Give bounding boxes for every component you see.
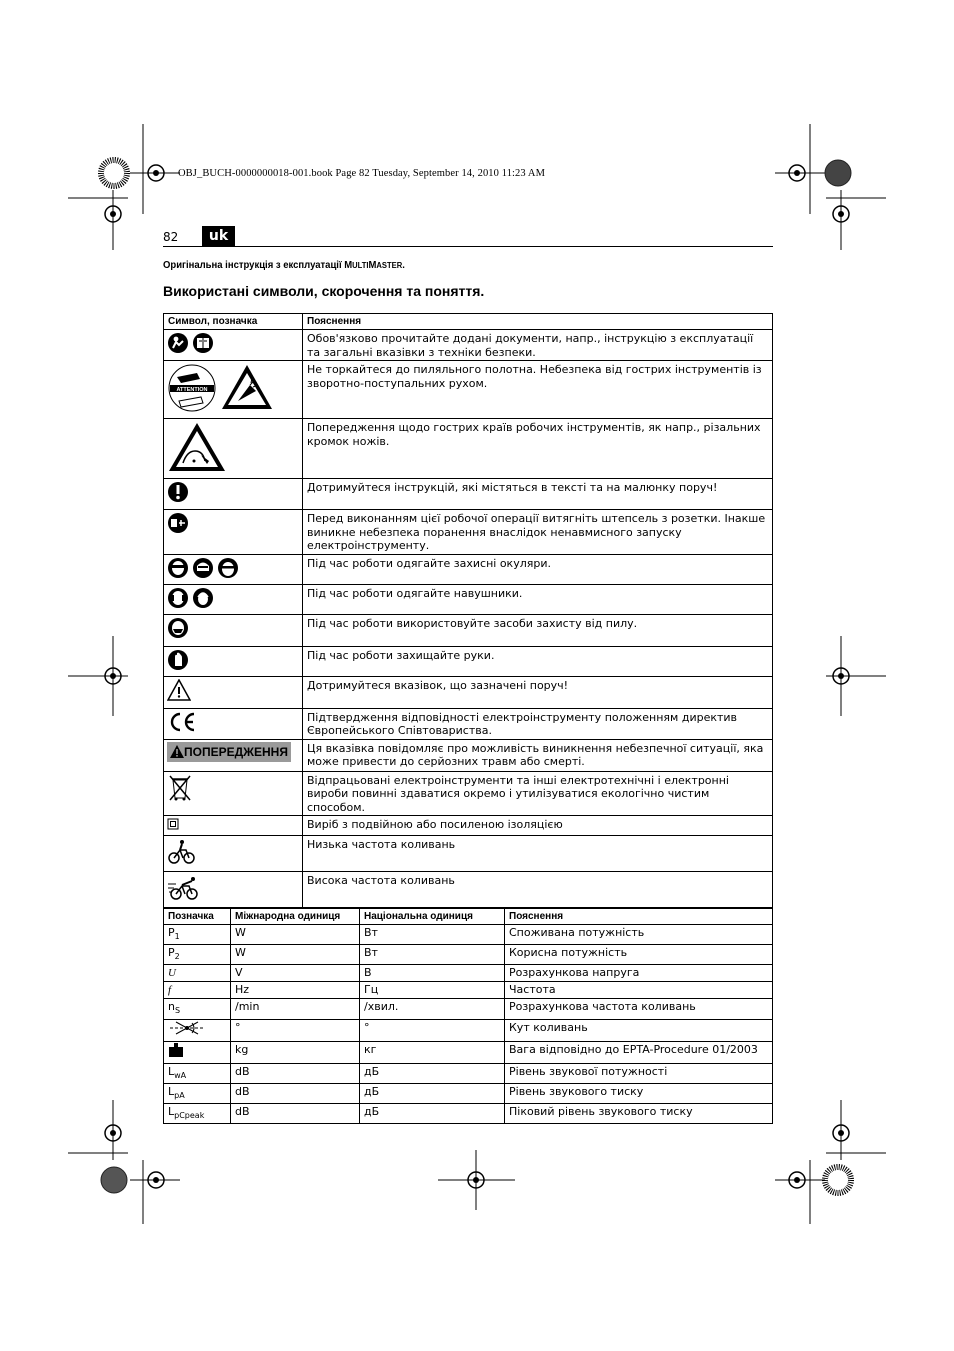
- unit-row: [164, 999, 773, 1019]
- international-unit-cell: kg: [231, 1041, 360, 1063]
- symbol-explanation: Не торкайтеся до пиляльного полотна. Небезпека від гострих інструментів із зворотно-поступальних рухом.: [303, 361, 773, 419]
- symbol-row: [164, 646, 773, 676]
- designation-cell: $L_{wA}$: [164, 1063, 231, 1083]
- symbol-row: [164, 816, 773, 836]
- international-unit-cell: W: [231, 945, 360, 965]
- column-header-designation: Позначка: [164, 909, 231, 925]
- symbol-explanation: Під час роботи використовуйте засоби захисту від пилу.: [303, 614, 773, 646]
- symbol-cell: [164, 676, 303, 708]
- oscillation-angle-icon: [168, 1020, 206, 1040]
- low-speed-bike-icon: [167, 838, 197, 869]
- symbol-explanation: Під час роботи одягайте навушники.: [303, 584, 773, 614]
- document-subtitle: Оригінальна інструкція з експлуатації MULTIMASTER.: [163, 260, 405, 271]
- unit-explanation-cell: Кут коливань: [505, 1019, 773, 1041]
- book-icon: [192, 332, 214, 357]
- warning-badge-icon: [167, 742, 291, 762]
- symbol-cell: [164, 419, 303, 479]
- designation-cell: $L_{pCpeak}$: [164, 1103, 231, 1123]
- symbol-row: [164, 739, 773, 771]
- symbol-row: [164, 510, 773, 555]
- column-header-explanation: Пояснення: [505, 909, 773, 925]
- symbol-row: [164, 771, 773, 816]
- designation-cell: U: [164, 965, 231, 982]
- symbol-cell: [164, 584, 303, 614]
- symbol-explanation: Підтвердження відповідності електроінструменту положенням директив Європейського Співтовариства.: [303, 708, 773, 739]
- symbols-table-header: [164, 314, 773, 330]
- national-unit-cell: кг: [360, 1041, 505, 1063]
- unit-explanation-cell: Споживана потужність: [505, 925, 773, 945]
- unit-explanation-cell: Частота: [505, 982, 773, 999]
- symbol-row: [164, 419, 773, 479]
- high-speed-bike-icon: [167, 874, 201, 905]
- symbol-explanation: Під час роботи захищайте руки.: [303, 646, 773, 676]
- symbol-explanation: Перед виконанням цієї робочої операції витягніть штепсель з розетки. Інакше виникне небезпека поранення внаслідок ненавмисного запуску електроінструменту.: [303, 510, 773, 555]
- symbol-row: [164, 708, 773, 739]
- international-unit-cell: °: [231, 1019, 360, 1041]
- language-tag: uk: [202, 226, 235, 246]
- symbol-explanation: Висока частота коливань: [303, 872, 773, 908]
- symbol-cell: [164, 836, 303, 872]
- symbol-explanation: Відпрацьовані електроінструменти та інші електротехнічні і електронні вироби повинні здаватися окремо і утилізуватися екологічно чистим способом.: [303, 771, 773, 816]
- symbol-explanation: Під час роботи одягайте захисні окуляри.: [303, 554, 773, 584]
- designation-cell: [164, 1019, 231, 1041]
- symbol-cell: [164, 554, 303, 584]
- symbol-cell: [164, 816, 303, 836]
- units-table-header: [164, 909, 773, 925]
- symbols-table: [163, 313, 773, 908]
- double-insulation-icon: [167, 818, 179, 833]
- symbol-row: [164, 584, 773, 614]
- unit-row: [164, 965, 773, 982]
- international-unit-cell: dB: [231, 1063, 360, 1083]
- international-unit-cell: dB: [231, 1083, 360, 1103]
- warning-badge-label: ПОПЕРЕДЖЕННЯ: [184, 744, 288, 759]
- designation-cell: f: [164, 982, 231, 999]
- national-unit-cell: дБ: [360, 1083, 505, 1103]
- symbol-cell: [164, 708, 303, 739]
- section-title: Використані символи, скорочення та поняття.: [163, 283, 485, 299]
- symbol-explanation: Дотримуйтеся інструкцій, які містяться в тексті та на малюнку поруч!: [303, 479, 773, 510]
- symbol-row: [164, 676, 773, 708]
- sharp-edges-warning-icon: [167, 421, 227, 476]
- goggles-icon: [167, 557, 189, 582]
- warning-cut-icon: [220, 363, 274, 414]
- unit-explanation-cell: Піковий рівень звукового тиску: [505, 1103, 773, 1123]
- print-slug: OBJ_BUCH-0000000018-001.book Page 82 Tuesday, September 14, 2010 11:23 AM: [178, 168, 546, 179]
- gloves-icon: [167, 649, 189, 674]
- unit-row: [164, 925, 773, 945]
- column-header-explanation: Пояснення: [303, 314, 773, 330]
- unit-row: [164, 1041, 773, 1063]
- unit-row: [164, 1019, 773, 1041]
- symbol-explanation: Дотримуйтеся вказівок, що зазначені поруч!: [303, 676, 773, 708]
- unit-row: [164, 1103, 773, 1123]
- national-unit-cell: Вт: [360, 925, 505, 945]
- national-unit-cell: Гц: [360, 982, 505, 999]
- national-unit-cell: дБ: [360, 1103, 505, 1123]
- symbol-explanation: Обов'язково прочитайте додані документи, напр., інструкцію з експлуатації та загальні вказівки з техніки безпеки.: [303, 330, 773, 361]
- exclamation-icon: [167, 481, 189, 506]
- column-header-national-unit: Національна одиниця: [360, 909, 505, 925]
- unit-row: [164, 1083, 773, 1103]
- designation-cell: [164, 1041, 231, 1063]
- symbol-cell: [164, 510, 303, 555]
- warning-triangle-icon: [167, 679, 191, 704]
- national-unit-cell: В: [360, 965, 505, 982]
- page-number: 82: [163, 230, 179, 244]
- symbol-cell: [164, 771, 303, 816]
- symbol-explanation: Попередження щодо гострих країв робочих інструментів, як напр., різальних кромок ножів.: [303, 419, 773, 479]
- face-shield-icon: [192, 557, 214, 582]
- unit-explanation-cell: Розрахункова напруга: [505, 965, 773, 982]
- symbol-row: [164, 361, 773, 419]
- national-unit-cell: /хвил.: [360, 999, 505, 1019]
- symbol-row: [164, 836, 773, 872]
- international-unit-cell: V: [231, 965, 360, 982]
- header-rule: [163, 246, 773, 247]
- symbol-row: [164, 479, 773, 510]
- symbol-row: [164, 330, 773, 361]
- column-header-symbol: Символ, позначка: [164, 314, 303, 330]
- unit-row: [164, 945, 773, 965]
- national-unit-cell: дБ: [360, 1063, 505, 1083]
- symbol-explanation: Низька частота коливань: [303, 836, 773, 872]
- international-unit-cell: Hz: [231, 982, 360, 999]
- unit-explanation-cell: Розрахункова частота коливань: [505, 999, 773, 1019]
- symbol-explanation: Виріб з подвійною або посиленою ізоляцією: [303, 816, 773, 836]
- symbol-cell: [164, 330, 303, 361]
- symbol-cell: [164, 872, 303, 908]
- national-unit-cell: Вт: [360, 945, 505, 965]
- symbol-explanation: Ця вказівка повідомляє про можливість виникнення небезпечної ситуації, яка може привести до серйозних травм або смерті.: [303, 739, 773, 771]
- svg-text:ATTENTION: ATTENTION: [176, 387, 208, 393]
- weee-bin-icon: [167, 774, 193, 805]
- symbol-cell: [164, 739, 303, 771]
- unit-row: [164, 982, 773, 999]
- international-unit-cell: /min: [231, 999, 360, 1019]
- designation-cell: $n_S$: [164, 999, 231, 1019]
- unit-explanation-cell: Рівень звукового тиску: [505, 1083, 773, 1103]
- ce-mark-icon: [167, 711, 197, 736]
- designation-cell: $P_2$: [164, 945, 231, 965]
- symbol-cell: [164, 479, 303, 510]
- ear-protection-icon: [167, 587, 189, 612]
- column-header-international-unit: Міжнародна одиниця: [231, 909, 360, 925]
- unit-explanation-cell: Корисна потужність: [505, 945, 773, 965]
- designation-cell: $L_{pA}$: [164, 1083, 231, 1103]
- symbol-cell: [164, 614, 303, 646]
- units-table: [163, 908, 773, 1124]
- unit-explanation-cell: Вага відповідно до EPTA-Procedure 01/2003: [505, 1041, 773, 1063]
- weight-icon: [168, 1042, 184, 1062]
- unit-row: [164, 1063, 773, 1083]
- international-unit-cell: W: [231, 925, 360, 945]
- dust-mask-icon: [167, 617, 189, 642]
- unit-explanation-cell: Рівень звукової потужності: [505, 1063, 773, 1083]
- designation-cell: $P_1$: [164, 925, 231, 945]
- symbol-cell: [164, 646, 303, 676]
- symbol-row: [164, 872, 773, 908]
- read-manual-icon: [167, 332, 189, 357]
- unplug-icon: [167, 512, 189, 537]
- symbol-row: [164, 554, 773, 584]
- symbol-row: [164, 614, 773, 646]
- earmuffs-icon: [192, 587, 214, 612]
- international-unit-cell: dB: [231, 1103, 360, 1123]
- safety-glasses-icon: [217, 557, 239, 582]
- attention-saw-icon: [167, 363, 217, 416]
- symbol-cell: [164, 361, 303, 419]
- national-unit-cell: °: [360, 1019, 505, 1041]
